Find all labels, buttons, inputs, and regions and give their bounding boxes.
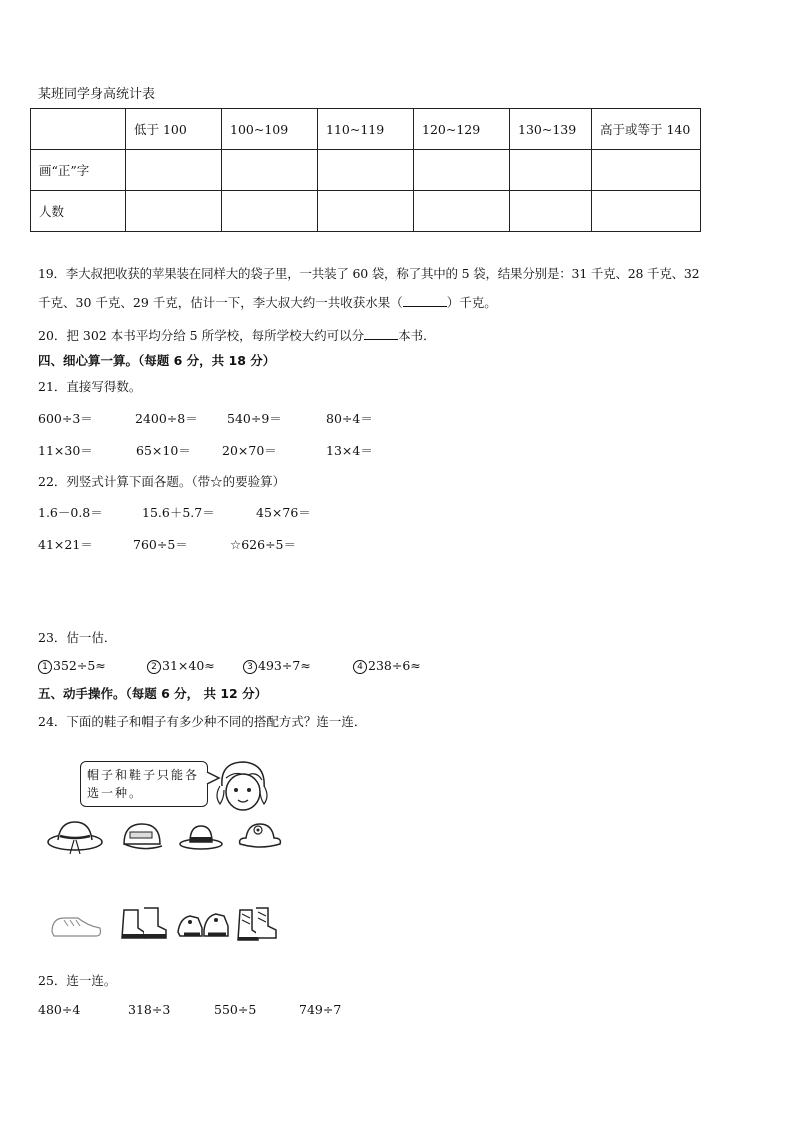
- q21-item: 11×30＝: [38, 443, 93, 458]
- circled-number: 2: [147, 660, 161, 674]
- table-header-cell: 130~139: [510, 109, 592, 150]
- speech-bubble: 帽子和鞋子只能各选一种。: [80, 761, 208, 807]
- q20-text-b: 本书．: [398, 328, 436, 343]
- fedora-hat-icon: [178, 822, 224, 852]
- q22-item: 1.6－0.8＝: [38, 505, 103, 520]
- tally-cell[interactable]: [510, 150, 592, 191]
- q25-title: 25．连一连。: [38, 973, 117, 988]
- q25-item: 480÷4: [38, 1002, 81, 1017]
- q22-item: ☆626÷5＝: [230, 537, 296, 552]
- q21-item: 13×4＝: [326, 443, 373, 458]
- q24-title: 24．下面的鞋子和帽子有多少种不同的搭配方式？连一连．: [38, 714, 367, 729]
- table-header-row: [31, 109, 701, 150]
- row-label: 画“正”字: [31, 150, 126, 191]
- q25-item: 318÷3: [128, 1002, 171, 1017]
- q23-title: 23．估一估．: [38, 630, 117, 645]
- q20-text-a: 20．把 302 本书平均分给 5 所学校，每所学校大约可以分: [38, 328, 365, 343]
- table-row: [31, 150, 701, 191]
- q22-item: 41×21＝: [38, 537, 93, 552]
- count-cell[interactable]: [414, 191, 510, 232]
- q22-item: 15.6＋5.7＝: [142, 505, 215, 520]
- q23-expr: 238÷6≈: [368, 658, 421, 673]
- tally-cell[interactable]: [592, 150, 701, 191]
- q23-item: [243, 658, 311, 674]
- sport-shoes-icon: [176, 906, 230, 940]
- hiking-boots-icon: [234, 904, 280, 942]
- q21-item: 20×70＝: [222, 443, 277, 458]
- q23-item: [353, 658, 421, 674]
- q19-text-b: ）千克。: [446, 295, 497, 310]
- q23-item: [147, 658, 215, 674]
- q23-item: [38, 658, 106, 674]
- circled-number: 3: [243, 660, 257, 674]
- q21-item: 600÷3＝: [38, 411, 93, 426]
- q22-title: 22．列竖式计算下面各题。（带☆的要验算）: [38, 474, 286, 489]
- boots-icon: [118, 904, 170, 942]
- tally-cell[interactable]: [126, 150, 222, 191]
- q25-item: 550÷5: [214, 1002, 257, 1017]
- table-header-cell: 低于 100: [126, 109, 222, 150]
- girl-face-icon: [212, 756, 272, 818]
- count-cell[interactable]: [222, 191, 318, 232]
- table-title: 某班同学身高统计表: [38, 87, 156, 102]
- q25-item: 749÷7: [299, 1002, 342, 1017]
- sun-hat-icon: [46, 818, 104, 856]
- table-header-cell: [31, 109, 126, 150]
- q19-answer-blank[interactable]: [403, 294, 447, 307]
- q22-item: 760÷5＝: [133, 537, 188, 552]
- table-header-cell: 120~129: [414, 109, 510, 150]
- tally-cell[interactable]: [222, 150, 318, 191]
- row-label: 人数: [31, 191, 126, 232]
- q21-item: 80÷4＝: [326, 411, 373, 426]
- table-row: [31, 191, 701, 232]
- q22-item: 45×76＝: [256, 505, 311, 520]
- count-cell[interactable]: [318, 191, 414, 232]
- q20-question: [38, 326, 436, 344]
- tally-cell[interactable]: [318, 150, 414, 191]
- count-cell[interactable]: [592, 191, 701, 232]
- q19-text-a: 千克、30 千克、29 千克，估计一下，李大叔大约一共收获水果（: [38, 295, 403, 310]
- height-stat-table: [30, 108, 701, 232]
- section-4-heading: 四、细心算一算。（每题 6 分，共 18 分）: [38, 353, 276, 368]
- q20-answer-blank[interactable]: [364, 327, 398, 340]
- cap-icon: [120, 820, 164, 854]
- circled-number: 1: [38, 660, 52, 674]
- circled-number: 4: [353, 660, 367, 674]
- q21-title: 21．直接写得数。: [38, 379, 142, 394]
- q23-expr: 31×40≈: [162, 658, 215, 673]
- table-header-cell: 110~119: [318, 109, 414, 150]
- sneaker-icon: [48, 910, 104, 940]
- count-cell[interactable]: [126, 191, 222, 232]
- table-header-cell: 100~109: [222, 109, 318, 150]
- q21-item: 2400÷8＝: [135, 411, 198, 426]
- q19-line1: 19．李大叔把收获的苹果装在同样大的袋子里，一共装了 60 袋，称了其中的 5 袋，结果分别是：31 千克、28 千克、32: [38, 266, 700, 281]
- tally-cell[interactable]: [414, 150, 510, 191]
- flower-hat-icon: [236, 818, 284, 854]
- table-header-cell: 高于或等于 140: [592, 109, 701, 150]
- q21-item: 65×10＝: [136, 443, 191, 458]
- q19-line2: [38, 293, 497, 311]
- q23-expr: 493÷7≈: [258, 658, 311, 673]
- count-cell[interactable]: [510, 191, 592, 232]
- section-5-heading: 五、动手操作。（每题 6 分， 共 12 分）: [38, 686, 268, 701]
- q23-expr: 352÷5≈: [53, 658, 106, 673]
- q21-item: 540÷9＝: [227, 411, 282, 426]
